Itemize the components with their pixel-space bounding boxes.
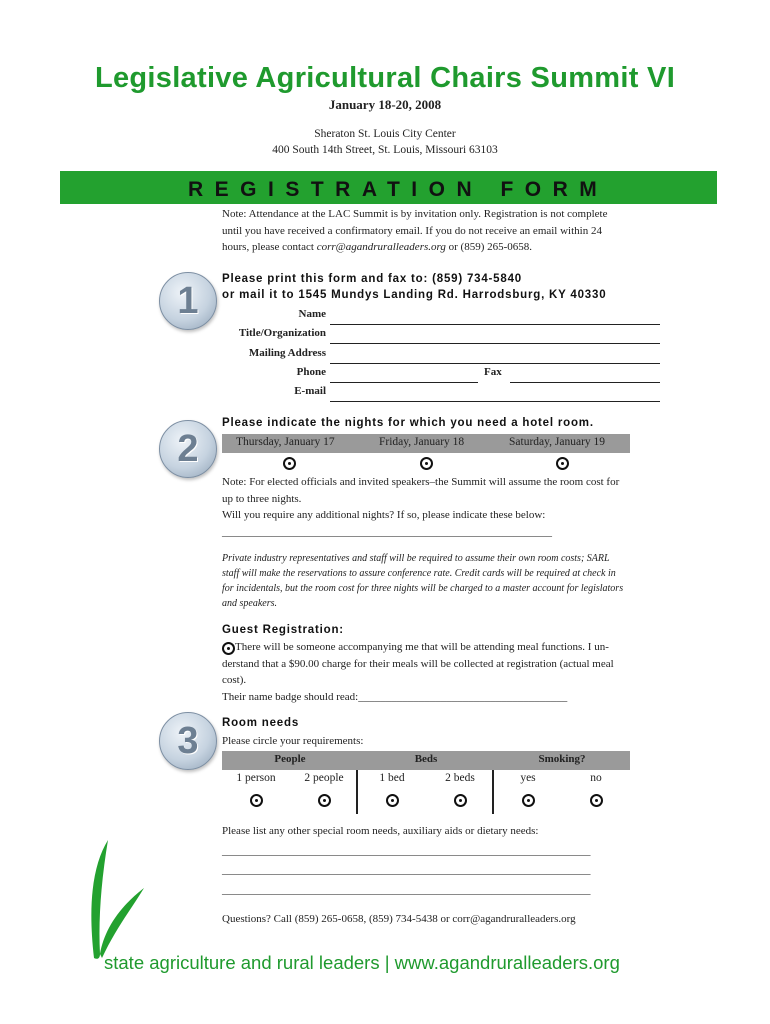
smoking-header: Smoking? [538,753,586,765]
email-label: E-mail [294,385,326,397]
banner-title: REGISTRATION FORM [188,178,609,201]
note-line: until you have received a confirmatory email. If you do not receive an email within 24 [222,224,602,237]
fax-field[interactable] [510,382,660,383]
fax-instructions: Please print this form and fax to: (859) 734-5840 [222,273,522,285]
special-needs-section [222,823,692,898]
officials-note [222,474,692,540]
step-3-icon: 3 [159,712,217,770]
sprout-logo-icon [86,836,166,966]
note-line: There will be someone accompanying me that will be attending meal functions. I un- [235,641,609,653]
attendance-note [222,206,692,256]
page-title: Legislative Agricultural Chairs Summit VI [94,62,676,94]
footer-tagline: state agriculture and rural leaders | www.agandruralleaders.org [104,952,620,973]
note-line: up to three nights. [222,492,302,505]
contact-email[interactable]: corr@agandruralleaders.org [316,241,446,253]
note-line: Note: For elected officials and invited speakers–the Summit will assume the room cost for [222,476,620,488]
people-header: People [274,753,306,765]
special-needs-field[interactable]: ___________________________________________________________________ [222,864,591,876]
guest-registration-heading: Guest Registration: [222,624,344,636]
name-field[interactable] [330,324,660,325]
option-1-bed-radio[interactable] [386,794,399,807]
special-needs-field[interactable]: ___________________________________________________________________ [222,844,591,857]
special-needs-field[interactable]: ___________________________________________________________________ [222,883,591,896]
venue-address: 400 South 14th Street, St. Louis, Missouri 63103 [272,144,498,156]
step-2-icon: 2 [159,420,217,478]
fax-label: Fax [484,366,502,378]
phone-field[interactable] [330,382,478,383]
beds-header: Beds [414,753,438,765]
night-thursday-radio[interactable] [283,457,296,470]
option-1-person-label: 1 person [236,772,276,784]
night-friday-label: Friday, January 18 [379,436,465,448]
mailing-address-label: Mailing Address [248,347,326,359]
room-needs-heading: Room needs [222,717,300,729]
note-line: for incidentals, but the room cost for three nights will be charged to a master account for legislators [222,583,624,594]
guest-text [222,639,692,705]
option-2-beds-label: 2 beds [445,772,475,784]
title-org-field[interactable] [330,343,660,344]
name-badge-field[interactable]: ______________________________________ [358,690,568,703]
special-needs-label: Please list any other special room needs, auxiliary aids or dietary needs: [222,825,539,837]
step-1-icon: 1 [159,272,217,330]
event-date: January 18-20, 2008 [328,97,442,112]
note-line: derstand that a $90.00 charge for their meals will be collected at registration (actual meal [222,657,614,670]
name-badge-row [222,689,692,706]
option-yes-radio[interactable] [522,794,535,807]
questions-contact: Questions? Call (859) 265-0658, (859) 734-5438 or corr@agandruralleaders.org [222,913,576,925]
hotel-nights-heading: Please indicate the nights for which you need a hotel room. [222,417,594,429]
note-text: hours, please contact [222,241,317,253]
option-no-radio[interactable] [590,794,603,807]
note-line: staff will make the reservations to assure conference rate. Credit cards will be required at check in [222,568,616,579]
title-org-label: Title/Organization [238,327,326,339]
email-field[interactable] [330,401,660,402]
phone-label: Phone [296,366,326,378]
option-1-person-radio[interactable] [250,794,263,807]
option-yes-label: yes [520,772,536,784]
private-industry-note [222,551,692,611]
note-line: cost). [222,674,247,686]
night-friday-radio[interactable] [420,457,433,470]
venue-name: Sheraton St. Louis City Center [314,128,456,140]
option-1-bed-label: 1 bed [379,772,405,784]
note-line: and speakers. [222,598,277,609]
name-badge-label: Their name badge should read: [222,690,359,703]
option-no-label: no [590,772,602,784]
option-2-people-radio[interactable] [318,794,331,807]
room-needs-instructions: Please circle your requirements: [222,735,364,747]
note-line: Will you require any additional nights? If so, please indicate these below: [222,509,546,521]
option-2-beds-radio[interactable] [454,794,467,807]
note-line [222,239,692,256]
additional-nights-field[interactable]: ____________________________________________________________ [222,525,552,538]
note-text: or (859) 265-0658. [445,241,533,253]
note-line: Private industry representatives and staff will be required to assume their own room costs; SARL [222,553,610,564]
night-saturday-radio[interactable] [556,457,569,470]
name-label: Name [298,308,326,320]
mail-instructions: or mail it to 1545 Mundys Landing Rd. Harrodsburg, KY 40330 [222,289,607,301]
night-thursday-label: Thursday, January 17 [236,436,335,448]
option-2-people-label: 2 people [304,772,344,784]
night-saturday-label: Saturday, January 19 [509,436,606,448]
note-line: Note: Attendance at the LAC Summit is by invitation only. Registration is not complete [222,208,608,220]
mailing-address-field[interactable] [330,363,660,364]
